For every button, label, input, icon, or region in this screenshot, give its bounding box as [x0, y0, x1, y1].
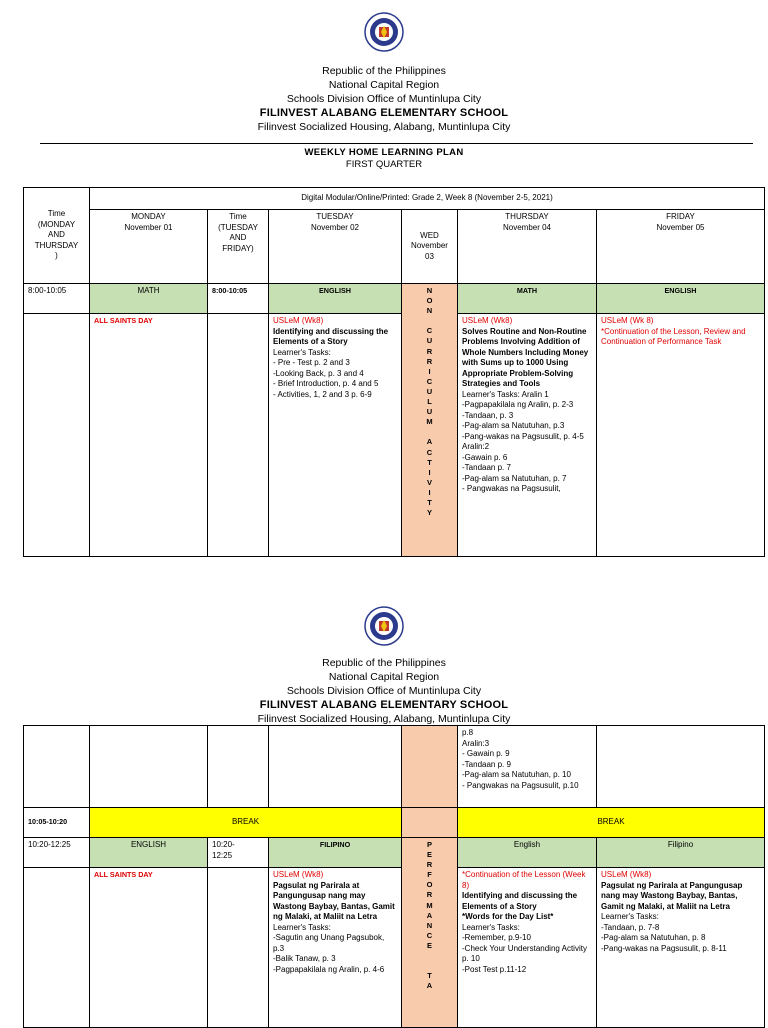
col-header-thursday: THURSDAY November 04: [458, 210, 597, 284]
monday-content: ALL SAINTS DAY: [90, 314, 208, 557]
friday-subject-2: Filipino: [597, 838, 765, 868]
school-name: FILINVEST ALABANG ELEMENTARY SCHOOL: [259, 699, 509, 711]
col-header-monday: MONDAY November 01: [90, 210, 208, 284]
plan-title: WEEKLY HOME LEARNING PLAN: [304, 147, 464, 158]
thursday-tasks: Learner's Tasks: Aralin 1 -Pagpapakilala ng Aralin, p. 2-3 -Tandaan, p. 3 -Pag-alam sa Natutuhan, p.3 -Pang-wakas na Pagsusulit, p. 4-5 Aralin:2 -Gawain p. 6 -Tandaan p. 7 -Pag-alam sa Natutuhan, p. 7 - Pangwakas na Pagsusulit,: [462, 389, 584, 493]
empty-cell: [24, 726, 90, 808]
break-label-left: BREAK: [90, 808, 402, 838]
tuesday-lesson-title: Identifying and discussing the Elements of a Story: [273, 326, 389, 346]
school-address: Filinvest Socialized Housing, Alabang, Muntinlupa City: [257, 713, 511, 725]
empty-cell: [269, 726, 402, 808]
header-line-2: National Capital Region: [328, 79, 440, 91]
thursday-content: [458, 314, 597, 557]
thursday-subject-2: English: [458, 838, 597, 868]
header-line-3: Schools Division Office of Muntinlupa City: [286, 93, 482, 105]
thursday-subject: MATH: [458, 284, 597, 314]
friday-subject: ENGLISH: [597, 284, 765, 314]
tuesday-subject: ENGLISH: [269, 284, 402, 314]
wednesday-performance-vertical: P E R F O R M A N C E T A: [402, 838, 458, 1028]
wednesday-activity-vertical: N O N C U R R I C U L U M A C T I V I T Y: [402, 284, 458, 557]
slot-time-2b: 10:20- 12:25: [208, 838, 269, 868]
thursday-continuation: p.8 Aralin:3 - Gawain p. 9 -Tandaan p. 9 -Pag-alam sa Natutuhan, p. 10 - Pangwakas na Pagsusulit, p.10: [458, 726, 597, 808]
table-banner: Digital Modular/Online/Printed: Grade 2, Week 8 (November 2-5, 2021): [90, 188, 765, 210]
thursday-lesson-title-2: Identifying and discussing the Elements of a Story *Words for the Day List*: [462, 891, 578, 921]
page-2: [0, 606, 768, 726]
col-header-time: Time (MONDAY AND THURSDAY ): [24, 188, 90, 284]
thursday-content-2: [458, 868, 597, 1028]
deped-seal-icon: [364, 12, 404, 52]
wednesday-break: [402, 808, 458, 838]
thursday-module-label: USLeM (Wk8): [462, 316, 513, 325]
learning-plan-table-1: [23, 187, 765, 557]
plan-quarter: FIRST QUARTER: [345, 159, 423, 170]
document-header: [0, 64, 768, 134]
tuesday-module-label: USLeM (Wk8): [273, 316, 324, 325]
break-label-right: BREAK: [458, 808, 765, 838]
tuesday-subject-2: FILIPINO: [269, 838, 402, 868]
school-address: Filinvest Socialized Housing, Alabang, Muntinlupa City: [257, 121, 511, 133]
header-line-1: Republic of the Philippines: [322, 65, 446, 77]
thursday-module-label-2: *Continuation of the Lesson (Week 8): [462, 870, 586, 890]
tuesday-tasks-2: Learner's Tasks: -Sagutin ang Unang Pagsubok, p.3 -Balik Tanaw, p. 3 -Pagpapakilala ng Aralin, p. 4-6: [273, 922, 385, 974]
header-line-2: National Capital Region: [328, 671, 440, 683]
empty-time-cell: [24, 314, 90, 557]
slot-time: 8:00-10:05: [24, 284, 90, 314]
empty-cell: [597, 726, 765, 808]
deped-seal-icon: [364, 606, 404, 646]
school-name: FILINVEST ALABANG ELEMENTARY SCHOOL: [259, 107, 509, 119]
friday-module-label-2: USLeM (Wk8): [601, 870, 652, 879]
monday-subject: MATH: [90, 284, 208, 314]
tuesday-tasks: Learner's Tasks: - Pre - Test p. 2 and 3 -Looking Back, p. 3 and 4 - Brief Introduction, p. 4 and 5 - Activities, 1, 2 and 3 p. 6-9: [273, 347, 379, 399]
header-line-3: Schools Division Office of Muntinlupa City: [286, 685, 482, 697]
empty-time-cell: [24, 868, 90, 1028]
friday-content: USLeM (Wk 8) *Continuation of the Lesson, Review and Continuation of Performance Task: [597, 314, 765, 557]
break-time: 10:05-10:20: [24, 808, 90, 838]
tuesday-content: [269, 314, 402, 557]
friday-content-2: [597, 868, 765, 1028]
learning-plan-table-2: [23, 725, 765, 1028]
friday-tasks-2: Learner's Tasks: -Tandaan, p. 7-8 -Pag-alam sa Natutuhan, p. 8 -Pang-wakas na Pagsusulit, p. 8-11: [601, 912, 727, 953]
monday-content-2: ALL SAINTS DAY: [90, 868, 208, 1028]
empty-cell: [90, 726, 208, 808]
col-header-time-2: Time (TUESDAY AND FRIDAY): [208, 210, 269, 284]
header-line-1: Republic of the Philippines: [322, 657, 446, 669]
wednesday-continuation: [402, 726, 458, 808]
empty-cell: [208, 726, 269, 808]
page-1: [0, 12, 768, 134]
tuesday-module-label-2: USLeM (Wk8): [273, 870, 324, 879]
header-divider: [40, 143, 753, 144]
col-header-tuesday: TUESDAY November 02: [269, 210, 402, 284]
tuesday-lesson-title-2: Pagsulat ng Parirala at Pangungusap nang may Wastong Baybay, Bantas, Gamit ng Malaki, at Maliit na Letra: [273, 880, 395, 921]
document-header-2: [0, 656, 768, 726]
col-header-wednesday: WED November 03: [402, 210, 458, 284]
col-header-friday: FRIDAY November 05: [597, 210, 765, 284]
slot-time-2: 10:20-12:25: [24, 838, 90, 868]
plan-title-block: [0, 147, 768, 171]
empty-time-cell-2: [208, 868, 269, 1028]
monday-subject-2: ENGLISH: [90, 838, 208, 868]
friday-lesson-title-2: Pagsulat ng Parirala at Pangungusap nang may Wastong Baybay, Bantas, Gamit ng Malaki, at Maliit na Letra: [601, 880, 743, 911]
tuesday-content-2: [269, 868, 402, 1028]
empty-time-cell-2: [208, 314, 269, 557]
thursday-tasks-2: Learner's Tasks: -Remember, p.9-10 -Check Your Understanding Activity p. 10 -Post Test p.11-12: [462, 922, 587, 974]
slot-time-2: 8:00-10:05: [208, 284, 269, 314]
thursday-lesson-title: Solves Routine and Non-Routine Problems Involving Addition of Whole Numbers Including Money with Sums up to 1000 Using Appropriate Problem-Solving Strategies and Tools: [462, 326, 589, 388]
